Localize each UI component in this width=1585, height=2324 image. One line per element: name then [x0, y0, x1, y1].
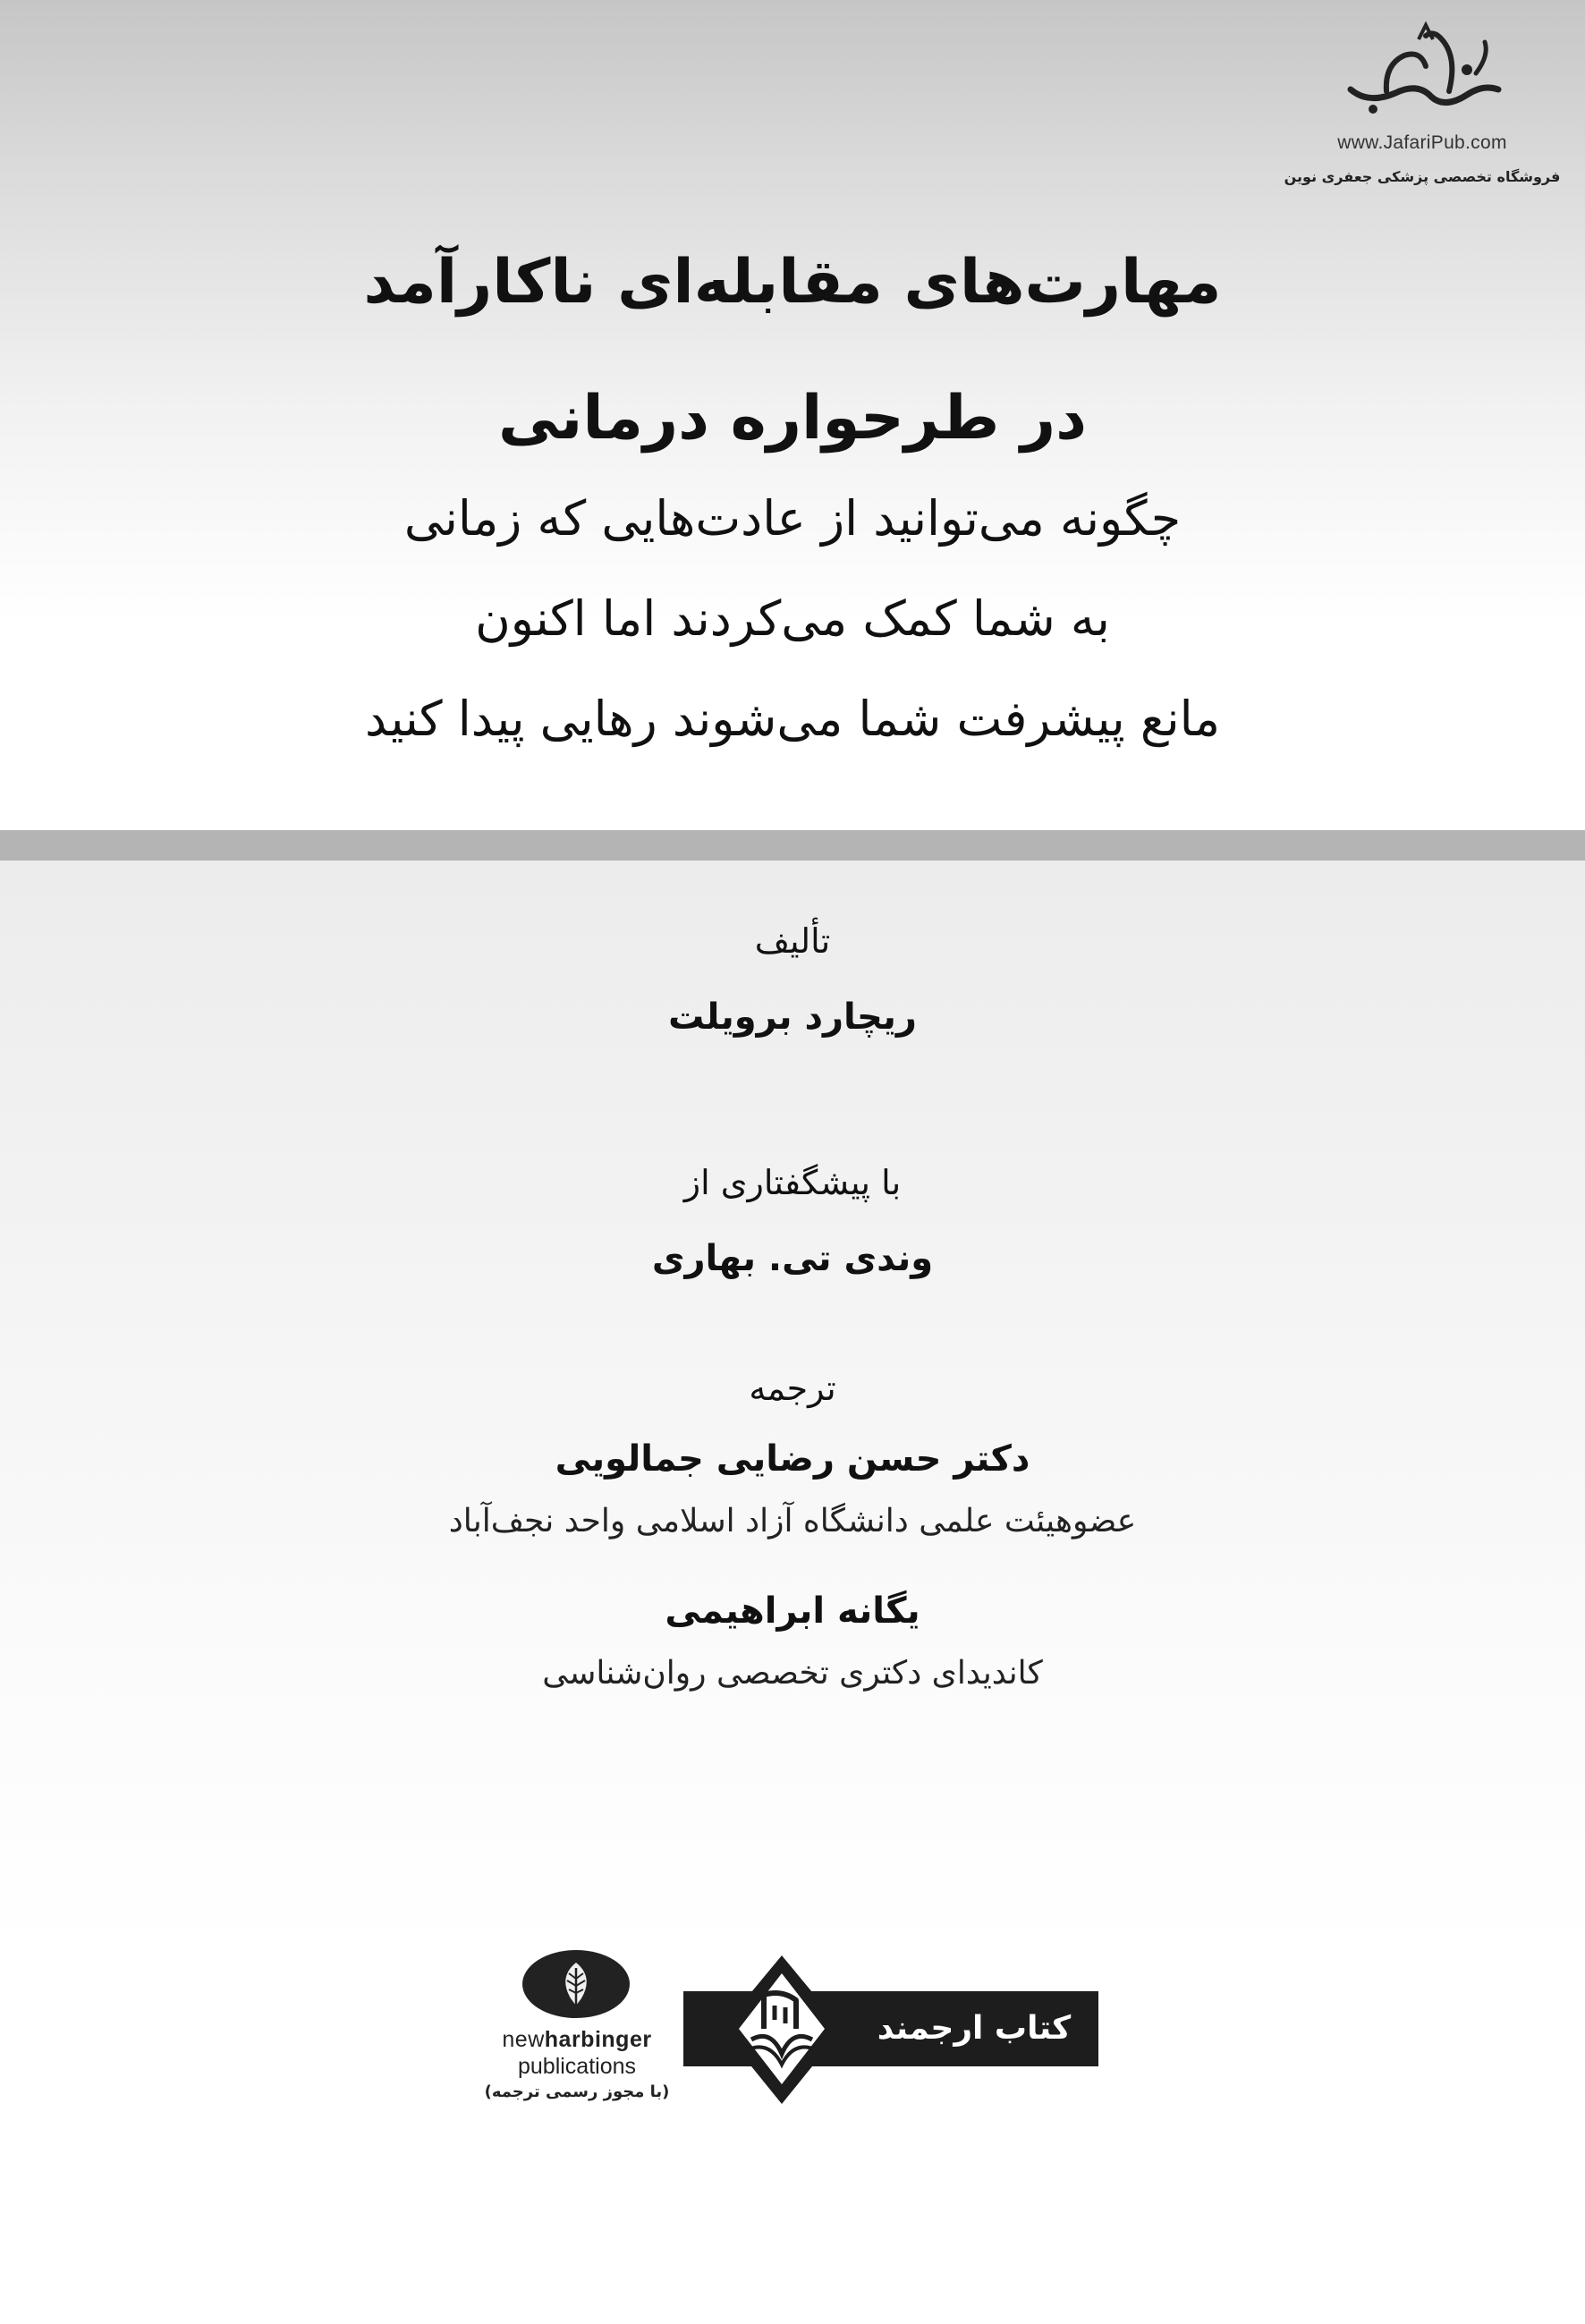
subtitle-line-2: به شما کمک می‌کردند اما اکنون [475, 590, 1110, 647]
publisher-tagline: فروشگاه تخصصی پزشکی جعفری نوین [1284, 168, 1561, 185]
calligraphy-logo-icon [1333, 20, 1512, 123]
publisher-logo [1279, 20, 1565, 185]
newharbinger-name-harbinger: harbinger [544, 2027, 652, 2052]
book-subtitle [256, 469, 1329, 769]
newharbinger-name [483, 2027, 671, 2053]
translator-1-affiliation: عضوهیئت علمی دانشگاه آزاد اسلامی واحد نجف‌آباد [448, 1503, 1137, 1539]
divider-band [0, 830, 1585, 861]
publisher-url[interactable]: www.JafariPub.com [1337, 132, 1507, 153]
leaf-icon [555, 1959, 598, 2009]
newharbinger-name-new: new [502, 2027, 545, 2052]
book-logo-icon [719, 1954, 844, 2106]
title-line-1: مهارت‌های مقابله‌ای ناکارآمد [363, 247, 1222, 318]
foreword-name: وندی تی. بهاری [651, 1238, 934, 1279]
newharbinger-emblem [522, 1950, 630, 2018]
title-line-2: در طرحواره درمانی [498, 383, 1087, 454]
newharbinger-logo [483, 1950, 671, 2111]
newharbinger-publications: publications [517, 2054, 637, 2079]
translator-2-name: یگانه ابراهیمی [665, 1590, 920, 1632]
subtitle-line-1: چگونه می‌توانید از عادت‌هایی که زمانی [403, 490, 1182, 547]
translator-1-name: دکتر حسن رضایی جمالویی [555, 1438, 1030, 1480]
subtitle-line-3: مانع پیشرفت شما می‌شوند رهایی پیدا کنید [365, 691, 1220, 747]
foreword-label: با پیشگفتاری از [683, 1163, 902, 1202]
translator-2-affiliation: کاندیدای دکتری تخصصی روان‌شناسی [542, 1655, 1043, 1692]
book-title [256, 215, 1329, 487]
translation-label: ترجمه [749, 1369, 836, 1408]
arjmand-logo [683, 1954, 1098, 2106]
author-name: ریچارد برویلت [668, 997, 917, 1038]
translation-license-note: (با مجوز رسمی ترجمه) [484, 2082, 670, 2101]
arjmand-name: کتاب ارجمند [877, 2010, 1072, 2047]
author-label: تألیف [754, 921, 831, 961]
